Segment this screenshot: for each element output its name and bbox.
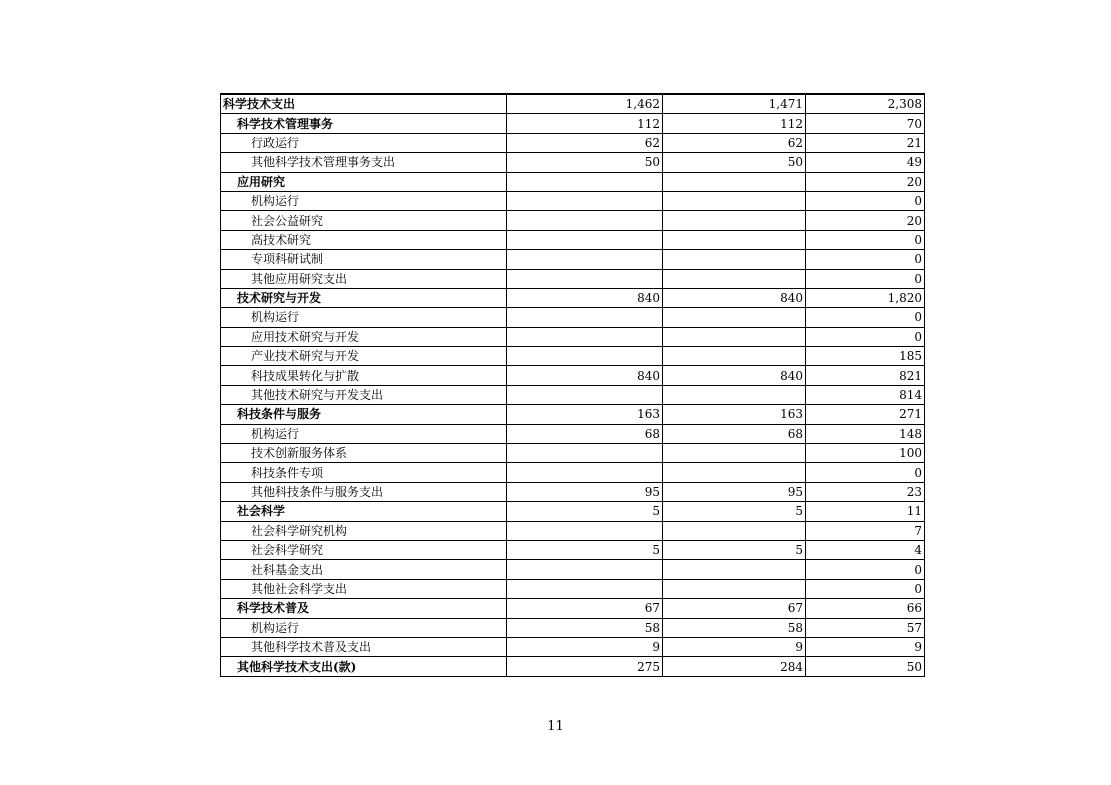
value-col-1: 275 — [507, 657, 663, 676]
table-row — [221, 540, 925, 559]
value-col-1 — [507, 269, 663, 288]
row-label: 其他技术研究与开发支出 — [221, 385, 507, 404]
value-col-2 — [663, 579, 806, 598]
value-col-1: 68 — [507, 424, 663, 443]
value-col-1: 9 — [507, 637, 663, 656]
value-col-3: 23 — [806, 482, 925, 501]
value-col-3: 0 — [806, 463, 925, 482]
value-col-2 — [663, 211, 806, 230]
table-row — [221, 657, 925, 676]
value-col-2: 163 — [663, 405, 806, 424]
value-col-1: 1,462 — [507, 94, 663, 114]
row-label: 产业技术研究与开发 — [221, 347, 507, 366]
value-col-1 — [507, 579, 663, 598]
row-label: 科技条件专项 — [221, 463, 507, 482]
value-col-1 — [507, 327, 663, 346]
table-row — [221, 250, 925, 269]
row-label: 机构运行 — [221, 191, 507, 210]
value-col-3: 21 — [806, 133, 925, 152]
value-col-3: 0 — [806, 308, 925, 327]
table-row — [221, 366, 925, 385]
value-col-3: 66 — [806, 599, 925, 618]
value-col-2: 67 — [663, 599, 806, 618]
value-col-1: 58 — [507, 618, 663, 637]
value-col-1: 840 — [507, 288, 663, 307]
table-row — [221, 191, 925, 210]
table-row — [221, 114, 925, 133]
table-row — [221, 424, 925, 443]
row-label: 科学技术普及 — [221, 599, 507, 618]
table-row — [221, 94, 925, 114]
budget-table-body — [221, 94, 925, 676]
table-row — [221, 482, 925, 501]
value-col-1: 95 — [507, 482, 663, 501]
row-label: 应用技术研究与开发 — [221, 327, 507, 346]
value-col-1 — [507, 521, 663, 540]
value-col-2: 1,471 — [663, 94, 806, 114]
row-label: 其他应用研究支出 — [221, 269, 507, 288]
value-col-3: 2,308 — [806, 94, 925, 114]
value-col-2 — [663, 327, 806, 346]
value-col-3: 821 — [806, 366, 925, 385]
row-label: 其他科学技术管理事务支出 — [221, 153, 507, 172]
table-row — [221, 230, 925, 249]
row-label: 社会科学研究机构 — [221, 521, 507, 540]
value-col-1: 112 — [507, 114, 663, 133]
value-col-1: 840 — [507, 366, 663, 385]
value-col-1: 5 — [507, 540, 663, 559]
value-col-2: 62 — [663, 133, 806, 152]
value-col-2: 50 — [663, 153, 806, 172]
value-col-2 — [663, 521, 806, 540]
row-label: 其他科学技术支出(款) — [221, 657, 507, 676]
value-col-1 — [507, 250, 663, 269]
table-row — [221, 637, 925, 656]
table-row — [221, 463, 925, 482]
value-col-2 — [663, 172, 806, 191]
value-col-1 — [507, 211, 663, 230]
value-col-3: 20 — [806, 211, 925, 230]
value-col-2: 840 — [663, 366, 806, 385]
value-col-2: 95 — [663, 482, 806, 501]
table-row — [221, 153, 925, 172]
value-col-3: 0 — [806, 230, 925, 249]
value-col-1 — [507, 444, 663, 463]
value-col-3: 0 — [806, 191, 925, 210]
table-row — [221, 308, 925, 327]
value-col-2: 58 — [663, 618, 806, 637]
value-col-3: 0 — [806, 560, 925, 579]
value-col-2: 68 — [663, 424, 806, 443]
value-col-2 — [663, 463, 806, 482]
row-label: 专项科研试制 — [221, 250, 507, 269]
value-col-1: 62 — [507, 133, 663, 152]
value-col-2 — [663, 347, 806, 366]
value-col-1 — [507, 172, 663, 191]
value-col-1 — [507, 230, 663, 249]
value-col-1 — [507, 308, 663, 327]
value-col-2: 9 — [663, 637, 806, 656]
value-col-1: 163 — [507, 405, 663, 424]
value-col-2: 5 — [663, 540, 806, 559]
table-row — [221, 133, 925, 152]
value-col-2 — [663, 191, 806, 210]
table-row — [221, 579, 925, 598]
row-label: 社科基金支出 — [221, 560, 507, 579]
value-col-2: 840 — [663, 288, 806, 307]
value-col-1 — [507, 560, 663, 579]
value-col-3: 11 — [806, 502, 925, 521]
value-col-3: 814 — [806, 385, 925, 404]
table-row — [221, 599, 925, 618]
value-col-2 — [663, 230, 806, 249]
value-col-1: 5 — [507, 502, 663, 521]
budget-table — [220, 93, 925, 677]
table-row — [221, 385, 925, 404]
value-col-3: 100 — [806, 444, 925, 463]
row-label: 科学技术管理事务 — [221, 114, 507, 133]
value-col-3: 7 — [806, 521, 925, 540]
value-col-3: 271 — [806, 405, 925, 424]
value-col-3: 0 — [806, 269, 925, 288]
value-col-3: 4 — [806, 540, 925, 559]
value-col-2 — [663, 308, 806, 327]
row-label: 技术研究与开发 — [221, 288, 507, 307]
table-row — [221, 618, 925, 637]
value-col-1: 67 — [507, 599, 663, 618]
row-label: 应用研究 — [221, 172, 507, 191]
table-row — [221, 211, 925, 230]
value-col-3: 185 — [806, 347, 925, 366]
table-row — [221, 347, 925, 366]
value-col-2: 5 — [663, 502, 806, 521]
row-label: 技术创新服务体系 — [221, 444, 507, 463]
value-col-3: 0 — [806, 579, 925, 598]
value-col-2: 284 — [663, 657, 806, 676]
value-col-3: 1,820 — [806, 288, 925, 307]
row-label: 其他社会科学支出 — [221, 579, 507, 598]
value-col-1 — [507, 385, 663, 404]
value-col-1: 50 — [507, 153, 663, 172]
row-label: 机构运行 — [221, 308, 507, 327]
table-row — [221, 521, 925, 540]
row-label: 机构运行 — [221, 618, 507, 637]
value-col-2 — [663, 385, 806, 404]
table-row — [221, 502, 925, 521]
row-label: 社会科学研究 — [221, 540, 507, 559]
value-col-2: 112 — [663, 114, 806, 133]
row-label: 科技条件与服务 — [221, 405, 507, 424]
value-col-3: 50 — [806, 657, 925, 676]
row-label: 社会公益研究 — [221, 211, 507, 230]
row-label: 社会科学 — [221, 502, 507, 521]
table-row — [221, 444, 925, 463]
value-col-2 — [663, 250, 806, 269]
row-label: 机构运行 — [221, 424, 507, 443]
row-label: 行政运行 — [221, 133, 507, 152]
value-col-3: 70 — [806, 114, 925, 133]
table-row — [221, 405, 925, 424]
value-col-1 — [507, 347, 663, 366]
value-col-2 — [663, 444, 806, 463]
value-col-1 — [507, 463, 663, 482]
value-col-3: 148 — [806, 424, 925, 443]
row-label: 高技术研究 — [221, 230, 507, 249]
value-col-3: 49 — [806, 153, 925, 172]
table-row — [221, 327, 925, 346]
value-col-3: 20 — [806, 172, 925, 191]
row-label: 科技成果转化与扩散 — [221, 366, 507, 385]
row-label: 科学技术支出 — [221, 94, 507, 114]
value-col-2 — [663, 560, 806, 579]
row-label: 其他科学技术普及支出 — [221, 637, 507, 656]
value-col-3: 57 — [806, 618, 925, 637]
table-row — [221, 560, 925, 579]
page-number: 11 — [547, 719, 564, 734]
value-col-2 — [663, 269, 806, 288]
table-row — [221, 288, 925, 307]
table-row — [221, 172, 925, 191]
value-col-3: 0 — [806, 250, 925, 269]
table-row — [221, 269, 925, 288]
value-col-3: 0 — [806, 327, 925, 346]
row-label: 其他科技条件与服务支出 — [221, 482, 507, 501]
value-col-1 — [507, 191, 663, 210]
value-col-3: 9 — [806, 637, 925, 656]
